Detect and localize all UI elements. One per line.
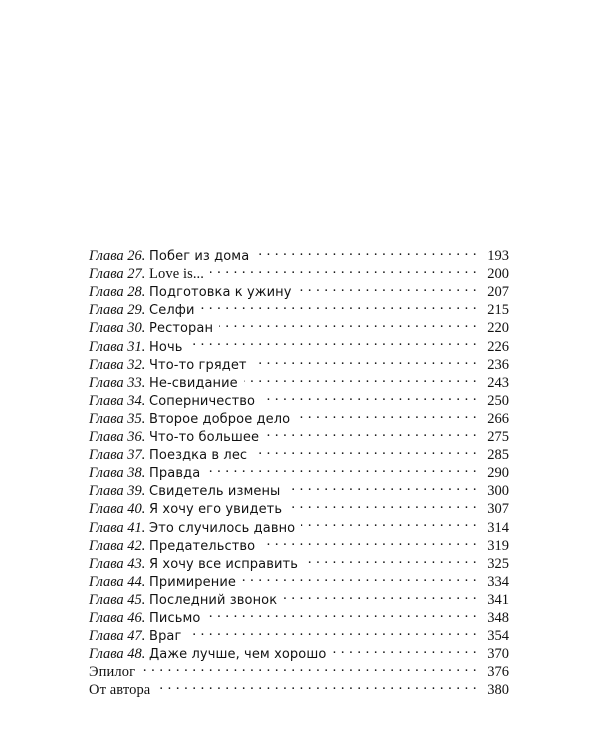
toc-dot-leader [332, 640, 477, 658]
toc-chapter-number: Глава 36. [89, 429, 146, 446]
toc-dot-leader [201, 296, 478, 314]
toc-chapter-title: Я хочу его увидеть [149, 502, 283, 518]
toc-dot-leader [283, 586, 477, 604]
toc-dot-leader [261, 387, 477, 405]
toc-chapter-title: Побег из дома [149, 249, 250, 265]
toc-chapter-number: Глава 31. [89, 338, 146, 355]
toc-page-number: 290 [487, 465, 509, 482]
toc-dot-leader [255, 242, 477, 260]
toc-dot-leader [187, 622, 477, 640]
toc-chapter-title: Эпилог [89, 664, 136, 681]
toc-chapter-title: Враг [149, 629, 182, 645]
toc-page-number: 354 [487, 628, 509, 645]
toc-chapter-number: Глава 47. [89, 628, 146, 645]
toc-chapter-number: Глава 46. [89, 609, 146, 626]
toc-dot-leader [253, 351, 477, 369]
toc-chapter-number: Глава 28. [89, 284, 146, 301]
toc-dot-leader [301, 513, 477, 531]
toc-chapter-number: Глава 38. [89, 465, 146, 482]
toc-chapter-title: Ресторан [149, 321, 214, 337]
toc-page-number: 314 [487, 519, 509, 536]
toc-page-number: 215 [487, 302, 509, 319]
toc-chapter-number: Глава 35. [89, 410, 146, 427]
toc-chapter-number: Глава 41. [89, 519, 146, 536]
toc-chapter-number: Глава 48. [89, 646, 146, 663]
toc-page-number: 285 [487, 447, 509, 464]
toc-chapter-number: Глава 44. [89, 573, 146, 590]
toc-page-number: 380 [487, 682, 509, 699]
toc-page-number: 200 [487, 266, 509, 283]
toc-chapter-number: Глава 27. [89, 266, 146, 283]
toc-dot-leader [156, 676, 477, 694]
toc-chapter-number: Глава 33. [89, 374, 146, 391]
toc-chapter-title: Поездка в лес [149, 448, 248, 464]
toc-page-number: 319 [487, 537, 509, 554]
table-of-contents [89, 242, 509, 699]
toc-dot-leader [242, 568, 477, 586]
toc-dot-leader [265, 423, 477, 441]
toc-chapter-number: Глава 42. [89, 537, 146, 554]
toc-chapter-title: Письмо [149, 610, 201, 626]
toc-chapter-title: Соперничество [149, 393, 256, 409]
toc-dot-leader [141, 658, 477, 676]
toc-chapter-title: Предательство [149, 538, 256, 554]
toc-page-number: 220 [487, 320, 509, 337]
toc-chapter-number: Глава 34. [89, 392, 146, 409]
toc-page-number: 376 [487, 664, 509, 681]
toc-chapter-number: Глава 30. [89, 320, 146, 337]
toc-page-number: 207 [487, 284, 509, 301]
toc-entry [89, 658, 509, 681]
toc-chapter-number: Глава 32. [89, 356, 146, 373]
toc-chapter-title: Свидетель измены [149, 484, 281, 500]
toc-page-number: 236 [487, 356, 509, 373]
toc-chapter-number: Глава 26. [89, 248, 146, 265]
toc-dot-leader [286, 477, 477, 495]
toc-dot-leader [253, 441, 477, 459]
toc-chapter-title: Правда [149, 466, 201, 482]
toc-entry [89, 676, 509, 699]
toc-chapter-title: Что-то большее [149, 430, 260, 446]
toc-chapter-title: Подготовка к ужину [149, 285, 292, 301]
toc-chapter-title: Ночь [149, 339, 183, 355]
toc-chapter-title: Селфи [149, 303, 195, 319]
toc-chapter-number: Глава 37. [89, 447, 146, 464]
toc-chapter-number: Глава 39. [89, 483, 146, 500]
toc-dot-leader [189, 332, 477, 350]
toc-dot-leader [206, 604, 477, 622]
toc-chapter-number: Глава 40. [89, 501, 146, 518]
toc-chapter-title: Я хочу все исправить [149, 556, 298, 572]
toc-chapter-number: Глава 29. [89, 302, 146, 319]
toc-page-number: 250 [487, 392, 509, 409]
toc-page-number: 266 [487, 410, 509, 427]
toc-dot-leader [304, 550, 477, 568]
toc-page-number: 226 [487, 338, 509, 355]
toc-dot-leader [261, 532, 477, 550]
toc-dot-leader [288, 495, 477, 513]
toc-page-number: 348 [487, 609, 509, 626]
toc-dot-leader [298, 278, 477, 296]
toc-chapter-title: От автора [89, 682, 151, 699]
toc-page-number: 341 [487, 591, 509, 608]
toc-page-number: 243 [487, 374, 509, 391]
toc-dot-leader [206, 459, 477, 477]
toc-page-number: 325 [487, 555, 509, 572]
toc-dot-leader [244, 369, 477, 387]
toc-dot-leader [296, 405, 477, 423]
toc-page-number: 275 [487, 429, 509, 446]
toc-dot-leader [210, 260, 477, 278]
toc-chapter-title: Что-то грядет [149, 357, 247, 373]
toc-page-number: 307 [487, 501, 509, 518]
toc-page-number: 193 [487, 248, 509, 265]
toc-chapter-title: Даже лучше, чем хорошо [149, 647, 327, 663]
toc-chapter-title: Примирение [149, 574, 236, 590]
toc-page-number: 300 [487, 483, 509, 500]
toc-chapter-title: Не-свидание [149, 375, 238, 391]
toc-chapter-number: Глава 43. [89, 555, 146, 572]
toc-chapter-title: Это случилось давно [149, 520, 296, 536]
toc-dot-leader [219, 314, 477, 332]
toc-chapter-title: Второе доброе дело [149, 411, 291, 427]
toc-chapter-title: Love is... [149, 266, 205, 283]
toc-chapter-number: Глава 45. [89, 591, 146, 608]
toc-page-number: 334 [487, 573, 509, 590]
toc-entry [89, 242, 509, 265]
toc-page-number: 370 [487, 646, 509, 663]
toc-chapter-title: Последний звонок [149, 592, 278, 608]
